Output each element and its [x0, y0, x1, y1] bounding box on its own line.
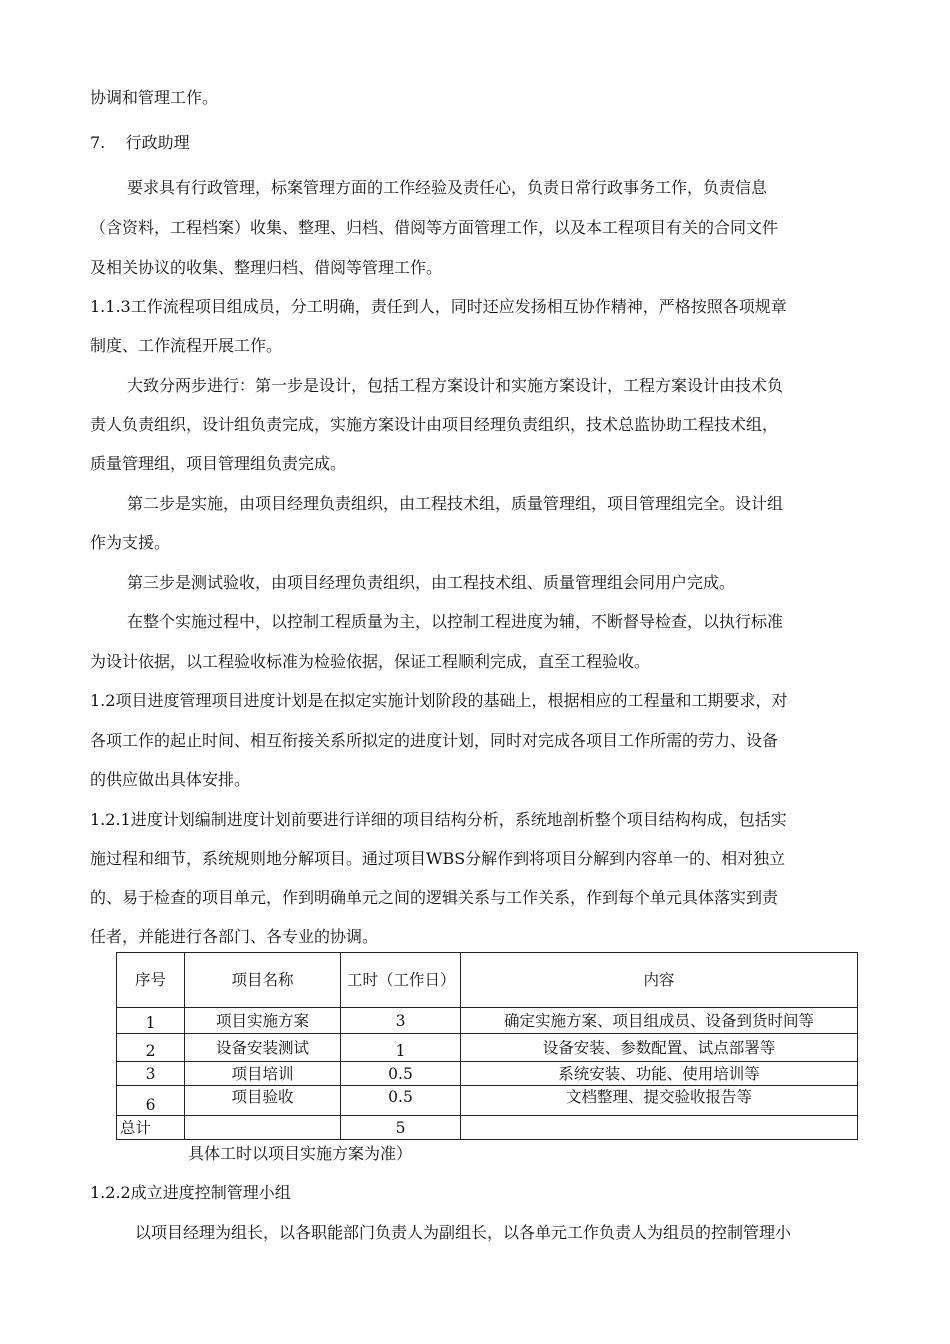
table-note: 具体工时以项目实施方案为准）	[188, 1144, 413, 1163]
paragraph-line: 各项工作的起止时间、相互衔接关系所拟定的进度计划，同时对完成各项目工作所需的劳力、设备	[90, 731, 779, 750]
table-row	[117, 1086, 858, 1116]
table-header-row	[117, 953, 858, 1008]
paragraph-line: 任者，并能进行各部门、各专业的协调。	[90, 927, 379, 946]
paragraph-line: 以项目经理为组长，以各职能部门负责人为副组长，以各单元工作负责人为组员的控制管理小	[135, 1223, 792, 1242]
paragraph-line: 在整个实施过程中，以控制工程质量为主，以控制工程进度为辅，不断督导检查，以执行标准	[127, 612, 784, 631]
table-header-cell: 项目名称	[185, 953, 341, 1008]
section-heading: 7. 行政助理	[90, 133, 190, 152]
table-cell: 文档整理、提交验收报告等	[461, 1086, 858, 1116]
table-cell	[185, 1116, 341, 1140]
paragraph-line: 及相关协议的收集、整理归档、借阅等管理工作。	[90, 258, 443, 277]
paragraph-line: 1.2.1进度计划编制进度计划前要进行详细的项目结构分析，系统地剖析整个项目结构构成，包括实	[90, 810, 787, 829]
table-cell: 0.5	[341, 1062, 461, 1086]
table-cell: 2	[117, 1034, 185, 1062]
table-header-cell: 序号	[117, 953, 185, 1008]
work-hours-table	[116, 952, 858, 1140]
paragraph-line: 1.1.3工作流程项目组成员，分工明确，责任到人，同时还应发扬相互协作精神，严格按照各项规章	[90, 297, 787, 316]
table-cell: 确定实施方案、项目组成员、设备到货时间等	[461, 1008, 858, 1034]
table-cell: 0.5	[341, 1086, 461, 1116]
paragraph-line: 为设计依据，以工程验收标准为检验依据，保证工程顺利完成，直至工程验收。	[90, 652, 651, 671]
paragraph-line: 第二步是实施，由项目经理负责组织，由工程技术组，质量管理组，项目管理组完全。设计组	[127, 494, 784, 513]
table-cell: 项目验收	[185, 1086, 341, 1116]
paragraph-line: 质量管理组，项目管理组负责完成。	[90, 454, 347, 473]
table-cell: 系统安装、功能、使用培训等	[461, 1062, 858, 1086]
table-row	[117, 1008, 858, 1034]
table-header-cell: 内容	[461, 953, 858, 1008]
paragraph-line: 的供应做出具体安排。	[90, 770, 251, 789]
table-cell: 设备安装测试	[185, 1034, 341, 1062]
paragraph-line: 制度、工作流程开展工作。	[90, 336, 283, 355]
table-cell	[461, 1116, 858, 1140]
table-cell: 6	[117, 1086, 185, 1116]
table-cell: 项目实施方案	[185, 1008, 341, 1034]
paragraph-line: 责人负责组织，设计组负责完成，实施方案设计由项目经理负责组织，技术总监协助工程技术组，	[90, 415, 779, 434]
table-cell: 项目培训	[185, 1062, 341, 1086]
paragraph-line: 1.2项目进度管理项目进度计划是在拟定实施计划阶段的基础上，根据相应的工程量和工期要求，对	[90, 691, 788, 710]
paragraph-line: 的、易于检查的项目单元，作到明确单元之间的逻辑关系与工作关系，作到每个单元具体落实到责	[90, 888, 779, 907]
table-cell: 1	[341, 1034, 461, 1062]
table-row	[117, 1062, 858, 1086]
paragraph-line: 要求具有行政管理，标案管理方面的工作经验及责任心，负责日常行政事务工作，负责信息	[127, 178, 768, 197]
paragraph-line: （含资料，工程档案）收集、整理、归档、借阅等方面管理工作，以及本工程项目有关的合同文件	[90, 218, 779, 237]
section-heading: 1.2.2成立进度控制管理小组	[90, 1183, 291, 1202]
table-cell: 1	[117, 1008, 185, 1034]
paragraph-line: 施过程和细节，系统规则地分解项目。通过项目WBS分解作到将项目分解到内容单一的、相对独立	[90, 849, 786, 868]
table-header-cell: 工时（工作日）	[341, 953, 461, 1008]
total-value: 5	[341, 1116, 461, 1140]
paragraph-line: 协调和管理工作。	[90, 88, 219, 107]
paragraph-line: 作为支援。	[90, 533, 171, 552]
table-cell: 设备安装、参数配置、试点部署等	[461, 1034, 858, 1062]
table-row	[117, 1034, 858, 1062]
total-label: 总计	[117, 1116, 185, 1140]
table-total-row	[117, 1116, 858, 1140]
paragraph-line: 第三步是测试验收，由项目经理负责组织，由工程技术组、质量管理组会同用户完成。	[127, 573, 736, 592]
table-cell: 3	[117, 1062, 185, 1086]
table-cell: 3	[341, 1008, 461, 1034]
paragraph-line: 大致分两步进行：第一步是设计，包括工程方案设计和实施方案设计，工程方案设计由技术负	[127, 376, 784, 395]
